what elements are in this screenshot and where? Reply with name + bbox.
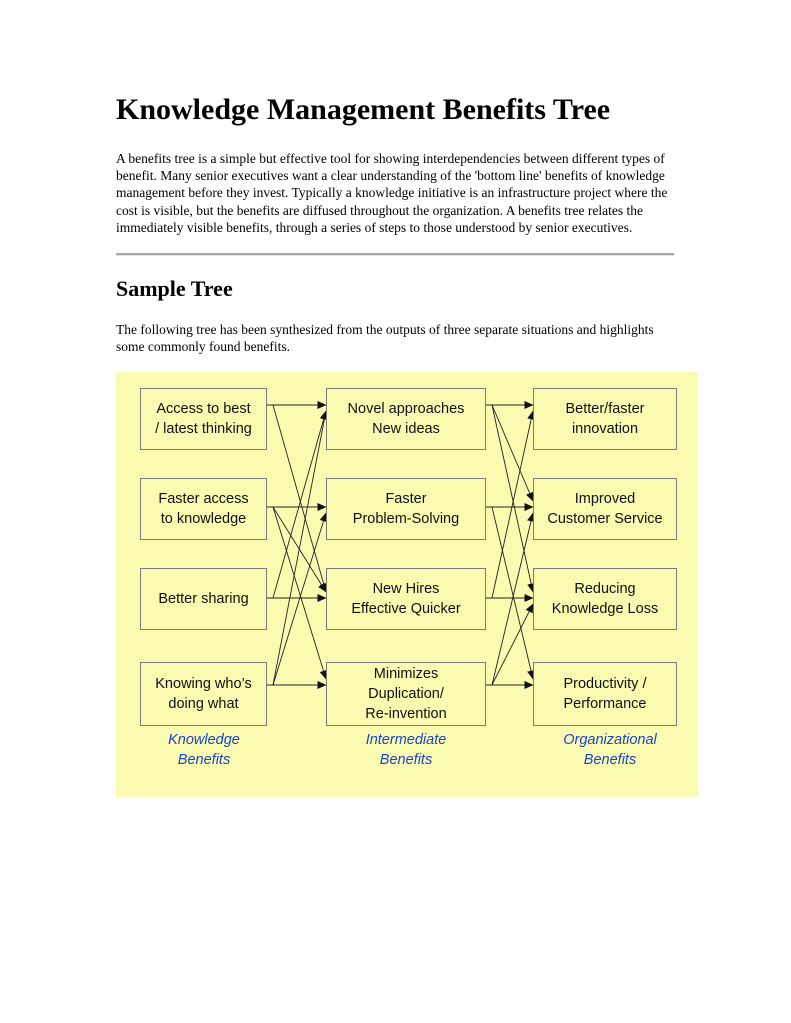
connector-arrow: [273, 513, 326, 685]
connector-arrow: [273, 411, 326, 598]
column-label-knowledge: Knowledge Benefits: [168, 732, 240, 768]
links-knowledge-to-intermediate: [267, 405, 326, 685]
connector-arrow: [492, 513, 533, 685]
horizontal-rule: [116, 253, 674, 256]
organizational-benefit-box: Productivity / Performance: [533, 662, 677, 726]
organizational-benefit-box: Improved Customer Service: [533, 478, 677, 540]
intro-paragraph: A benefits tree is a simple but effective tool for showing interdependencies between different types of benefit. Many senior executives want a clear understanding of the 'bottom line' benefits of knowledge management before they invest. Typically a knowledge initiative is an infrastructure project where the cost is visible, but the benefits are diffused throughout the organization. A benefits tree relates the immediately visible benefits, through a series of steps to those understood by senior executives.: [116, 151, 668, 235]
knowledge-benefit-box: Better sharing: [140, 568, 267, 630]
knowledge-benefit-box: Knowing who’s doing what: [140, 662, 267, 726]
connector-arrow: [492, 411, 533, 598]
intermediate-benefit-box: Faster Problem-Solving: [326, 478, 486, 540]
section-title: Sample Tree: [116, 276, 233, 301]
intermediate-benefit-box: New Hires Effective Quicker: [326, 568, 486, 630]
links-intermediate-to-organizational: [486, 405, 533, 685]
organizational-benefit-box: Better/faster innovation: [533, 388, 677, 450]
connector-arrow: [273, 507, 326, 679]
connector-arrow: [492, 507, 533, 679]
connector-arrow: [492, 604, 533, 685]
column-label-intermediate: Intermediate Benefits: [365, 732, 447, 768]
organizational-benefit-box: Reducing Knowledge Loss: [533, 568, 677, 630]
benefits-tree-diagram: [116, 372, 698, 797]
connector-arrow: [273, 411, 326, 685]
knowledge-benefit-box: Access to best / latest thinking: [140, 388, 267, 450]
page-title: Knowledge Management Benefits Tree: [116, 93, 611, 126]
column-label-organizational: Organizational Benefits: [563, 732, 657, 768]
knowledge-benefit-box: Faster access to knowledge: [140, 478, 267, 540]
intermediate-benefit-box: Novel approaches New ideas: [326, 388, 486, 450]
connector-arrow: [492, 405, 533, 501]
connector-arrow: [273, 405, 326, 592]
intermediate-benefit-box: Minimizes Duplication/ Re-invention: [326, 662, 486, 726]
connector-arrow: [492, 405, 533, 592]
section-paragraph: The following tree has been synthesized from the outputs of three separate situations and highlights some commonly found benefits.: [116, 322, 654, 355]
